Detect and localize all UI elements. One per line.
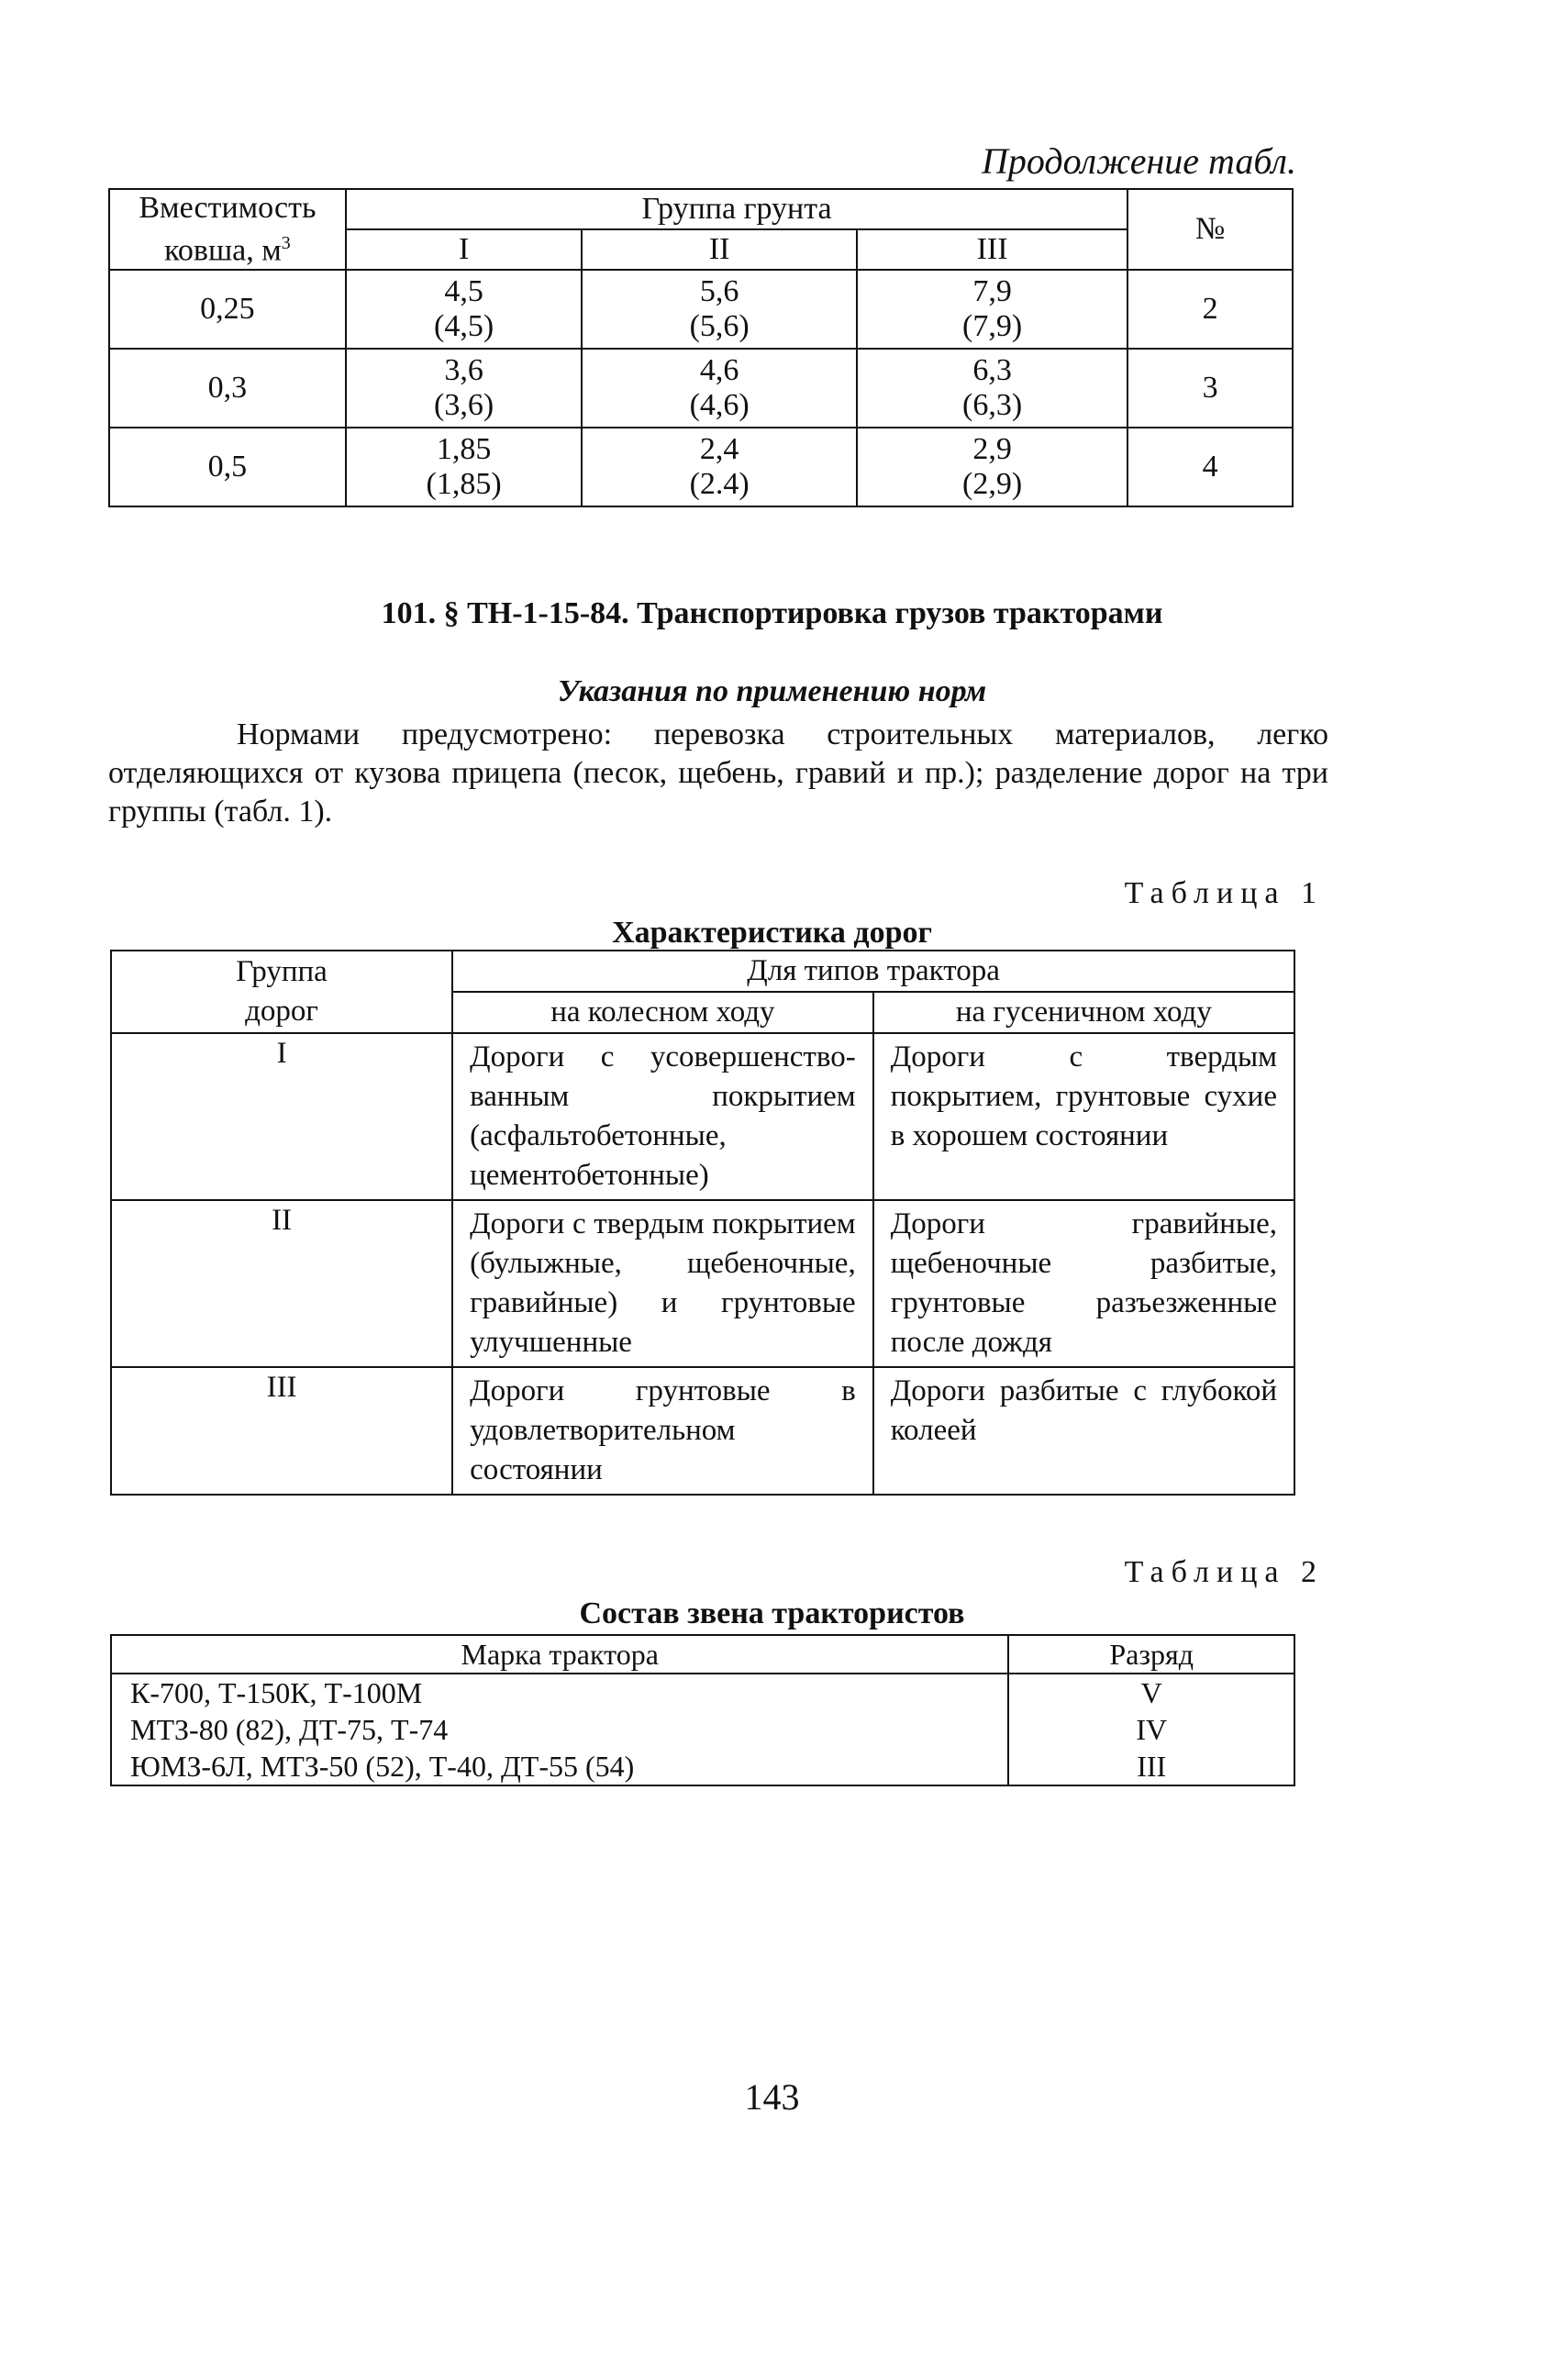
table1-title: Характеристика дорог — [612, 916, 932, 950]
grade-cell: III — [1008, 1748, 1294, 1785]
table-row — [111, 1033, 1294, 1200]
table-row — [109, 349, 1293, 428]
table-row — [111, 1200, 1294, 1367]
road-group-cell: III — [111, 1367, 452, 1495]
value-cell: 2,9 (2,9) — [857, 428, 1127, 506]
section-title: 101. § ТН-1-15-84. Транспортировка грузов тракторами — [381, 596, 1163, 630]
brand-cell: ЮМЗ-6Л, МТЗ-50 (52), Т-40, ДТ-55 (54) — [111, 1748, 1008, 1785]
road-group-header: Группа дорог — [111, 951, 452, 1033]
body-paragraph: Нормами предусмотрено: перевозка строительных материалов, легко отделяющихся от кузова прицепа (песок, щебень, гравий и пр.); разделение дорог на три группы (табл. 1). — [108, 717, 1328, 829]
tracked-cell: Дороги разбитые с глубокой колеей — [873, 1367, 1294, 1495]
table-row — [111, 1367, 1294, 1495]
wheeled-cell: Дороги с усовершенство-ванным покрытием (асфальтобетонные, цементобетонные) — [452, 1033, 873, 1200]
table-row — [111, 1748, 1294, 1785]
grade-header: Разряд — [1008, 1635, 1294, 1674]
number-cell: 4 — [1127, 428, 1293, 506]
value-cell: 3,6 (3,6) — [346, 349, 583, 428]
table2-label: Таблица 2 — [1124, 1555, 1324, 1589]
table1-label: Таблица 1 — [1124, 876, 1324, 910]
soil-group-ii: II — [582, 229, 856, 270]
roads-table — [110, 950, 1295, 1496]
number-cell: 2 — [1127, 270, 1293, 349]
tractor-types-header: Для типов трактора — [452, 951, 1294, 992]
value-cell: 2,4 (2.4) — [582, 428, 856, 506]
brand-header: Марка трактора — [111, 1635, 1008, 1674]
brand-cell: МТЗ-80 (82), ДТ-75, Т-74 — [111, 1711, 1008, 1748]
tractor-crew-table — [110, 1634, 1295, 1786]
tracked-cell: Дороги с твердым покрытием, грунтовые сухие в хорошем состоянии — [873, 1033, 1294, 1200]
table2-title: Состав звена трактористов — [579, 1596, 965, 1630]
table-row — [109, 428, 1293, 506]
grade-cell: V — [1008, 1674, 1294, 1711]
value-cell: 4,5 (4,5) — [346, 270, 583, 349]
wheeled-cell: Дороги грунтовые в удовлетворительном состоянии — [452, 1367, 873, 1495]
wheeled-header: на колесном ходу — [452, 992, 873, 1033]
value-cell: 7,9 (7,9) — [857, 270, 1127, 349]
page-number: 143 — [744, 2076, 800, 2118]
table-row — [109, 270, 1293, 349]
road-group-cell: I — [111, 1033, 452, 1200]
road-group-cell: II — [111, 1200, 452, 1367]
value-cell: 5,6 (5,6) — [582, 270, 856, 349]
tracked-header: на гусеничном ходу — [873, 992, 1294, 1033]
grade-cell: IV — [1008, 1711, 1294, 1748]
capacity-cell: 0,25 — [109, 270, 346, 349]
excavation-table — [108, 188, 1294, 507]
brand-cell: К-700, Т-150К, Т-100М — [111, 1674, 1008, 1711]
value-cell: 6,3 (6,3) — [857, 349, 1127, 428]
capacity-cell: 0,3 — [109, 349, 346, 428]
number-cell: 3 — [1127, 349, 1293, 428]
capacity-header: Вместимость ковша, $м^3$ — [109, 189, 346, 270]
tracked-cell: Дороги гравийные, щебеночные разбитые, грунтовые разъезженные после дождя — [873, 1200, 1294, 1367]
soil-group-header: Группа грунта — [346, 189, 1127, 229]
continuation-label: Продолжение табл. — [981, 140, 1296, 182]
table-row — [111, 1711, 1294, 1748]
table-row — [111, 1674, 1294, 1711]
number-header: № — [1127, 189, 1293, 270]
value-cell: 1,85 (1,85) — [346, 428, 583, 506]
wheeled-cell: Дороги с твердым покрытием (булыжные, щебеночные, гравийные) и грунтовые улучшенные — [452, 1200, 873, 1367]
value-cell: 4,6 (4,6) — [582, 349, 856, 428]
capacity-cell: 0,5 — [109, 428, 346, 506]
subheading: Указания по применению норм — [557, 674, 987, 708]
soil-group-iii: III — [857, 229, 1127, 270]
soil-group-i: I — [346, 229, 583, 270]
